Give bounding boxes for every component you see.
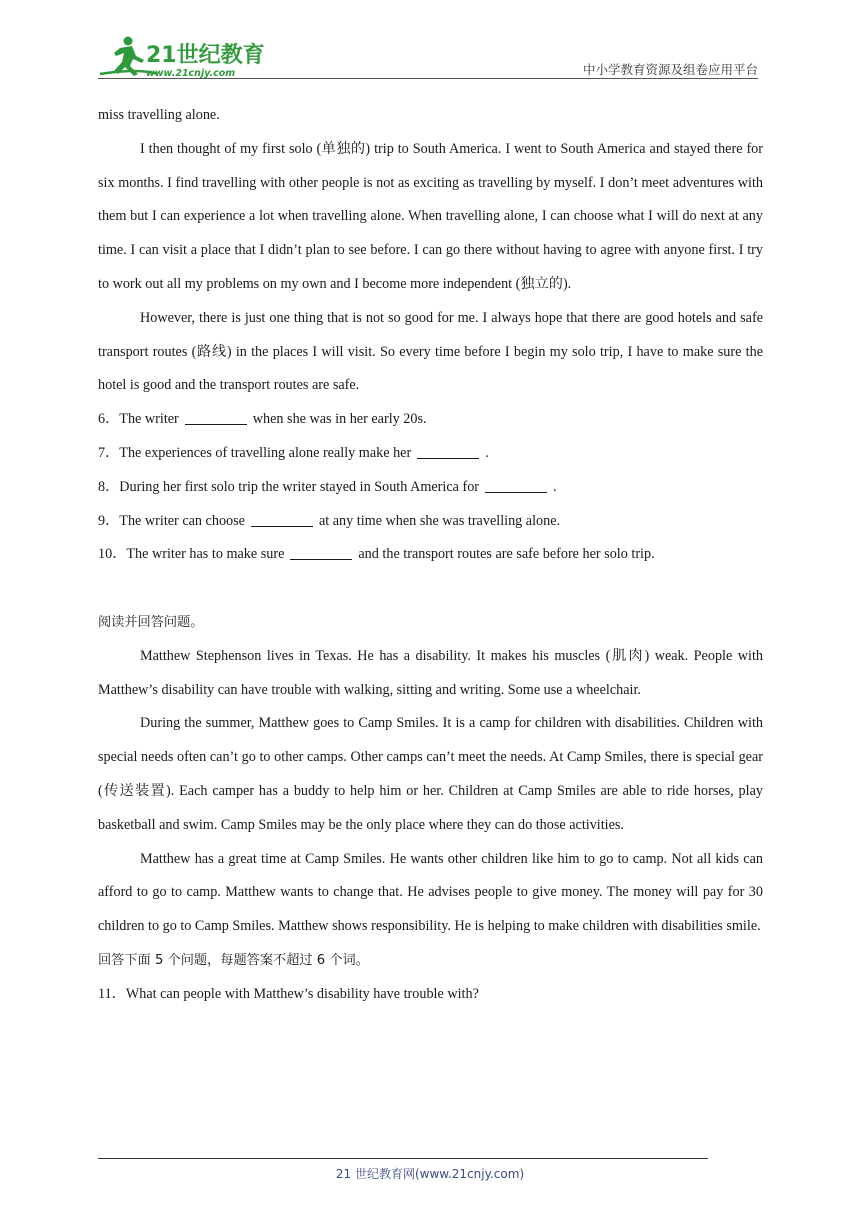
question-item: 8．During her first solo trip the writer stayed in South America for .	[98, 478, 557, 495]
answer-blank[interactable]	[417, 444, 479, 459]
answer-blank[interactable]	[251, 511, 313, 526]
logo-url: www.21cnjy.com	[146, 68, 236, 78]
passage-paragraph: Matthew Stephenson lives in Texas. He has a disability. It makes his muscles (肌肉) weak. People with Matthew’s disability can have trouble with walking, sitting and writing. Some use a wheelchair.	[98, 647, 763, 698]
page-footer: 21 世纪教育网(www.21cnjy.com)	[335, 1167, 525, 1181]
answer-blank[interactable]	[185, 410, 247, 425]
section-heading: 阅读并回答问题。	[98, 614, 204, 630]
passage-paragraph: miss travelling alone.	[98, 107, 220, 123]
passage-paragraph: During the summer, Matthew goes to Camp Smiles. It is a camp for children with disabilities. Children with special needs often can’t go to other camps. Other camps can’t meet the needs. At Camp Smiles, there is special gear (传送装置). Each camper has a buddy to help him or her. Children at Camp Smiles are able to ride horses, play basketball and swim. Camp Smiles may be the only place where they can do those activities.	[98, 715, 763, 833]
header-divider	[98, 78, 758, 79]
passage-paragraph: I then thought of my first solo (单独的) trip to South America. I went to South America and stayed there for six months. I find travelling with other people is not as exciting as travelling by myself. I don’t meet adventures with them but I can experience a lot when travelling alone. When travelling alone, I can choose what I will do next at any time. I can visit a place that I didn’t plan to see before. I can go there without having to agree with anyone first. I try to work out all my problems on my own and I become more independent (独立的).	[98, 140, 763, 292]
footer-divider	[98, 1158, 708, 1159]
question-item: 11．What can people with Matthew’s disability have trouble with?	[98, 985, 479, 1002]
answer-blank[interactable]	[485, 478, 547, 493]
passage-paragraph: However, there is just one thing that is not so good for me. I always hope that there are good hotels and safe transport routes (路线) in the places I will visit. So every time before I begin my solo trip, I have to make sure the hotel is good and the transport routes are safe.	[98, 309, 763, 394]
platform-name: 中小学教育资源及组卷应用平台	[582, 62, 758, 77]
question-item: 9．The writer can choose at any time when she was travelling alone.	[98, 512, 561, 529]
site-logo	[98, 34, 268, 78]
page-header	[98, 28, 758, 80]
question-item: 7．The experiences of travelling alone really make her .	[98, 444, 489, 461]
document-body	[98, 99, 763, 1012]
answer-instruction: 回答下面 5 个问题，每题答案不超过 6 个词。	[98, 952, 369, 968]
answer-blank[interactable]	[290, 545, 352, 560]
logo-title: 21世纪教育	[146, 43, 265, 68]
question-item: 6．The writer when she was in her early 20s.	[98, 411, 427, 428]
passage-paragraph: Matthew has a great time at Camp Smiles. He wants other children like him to go to camp. Not all kids can afford to go to camp. Matthew wants to change that. He advises people to give money. The money will pay for 30 children to go to Camp Smiles. Matthew shows responsibility. He is helping to make children with disabilities smile.	[98, 850, 763, 935]
question-item: 10．The writer has to make sure and the transport routes are safe before her solo trip.	[98, 546, 655, 563]
